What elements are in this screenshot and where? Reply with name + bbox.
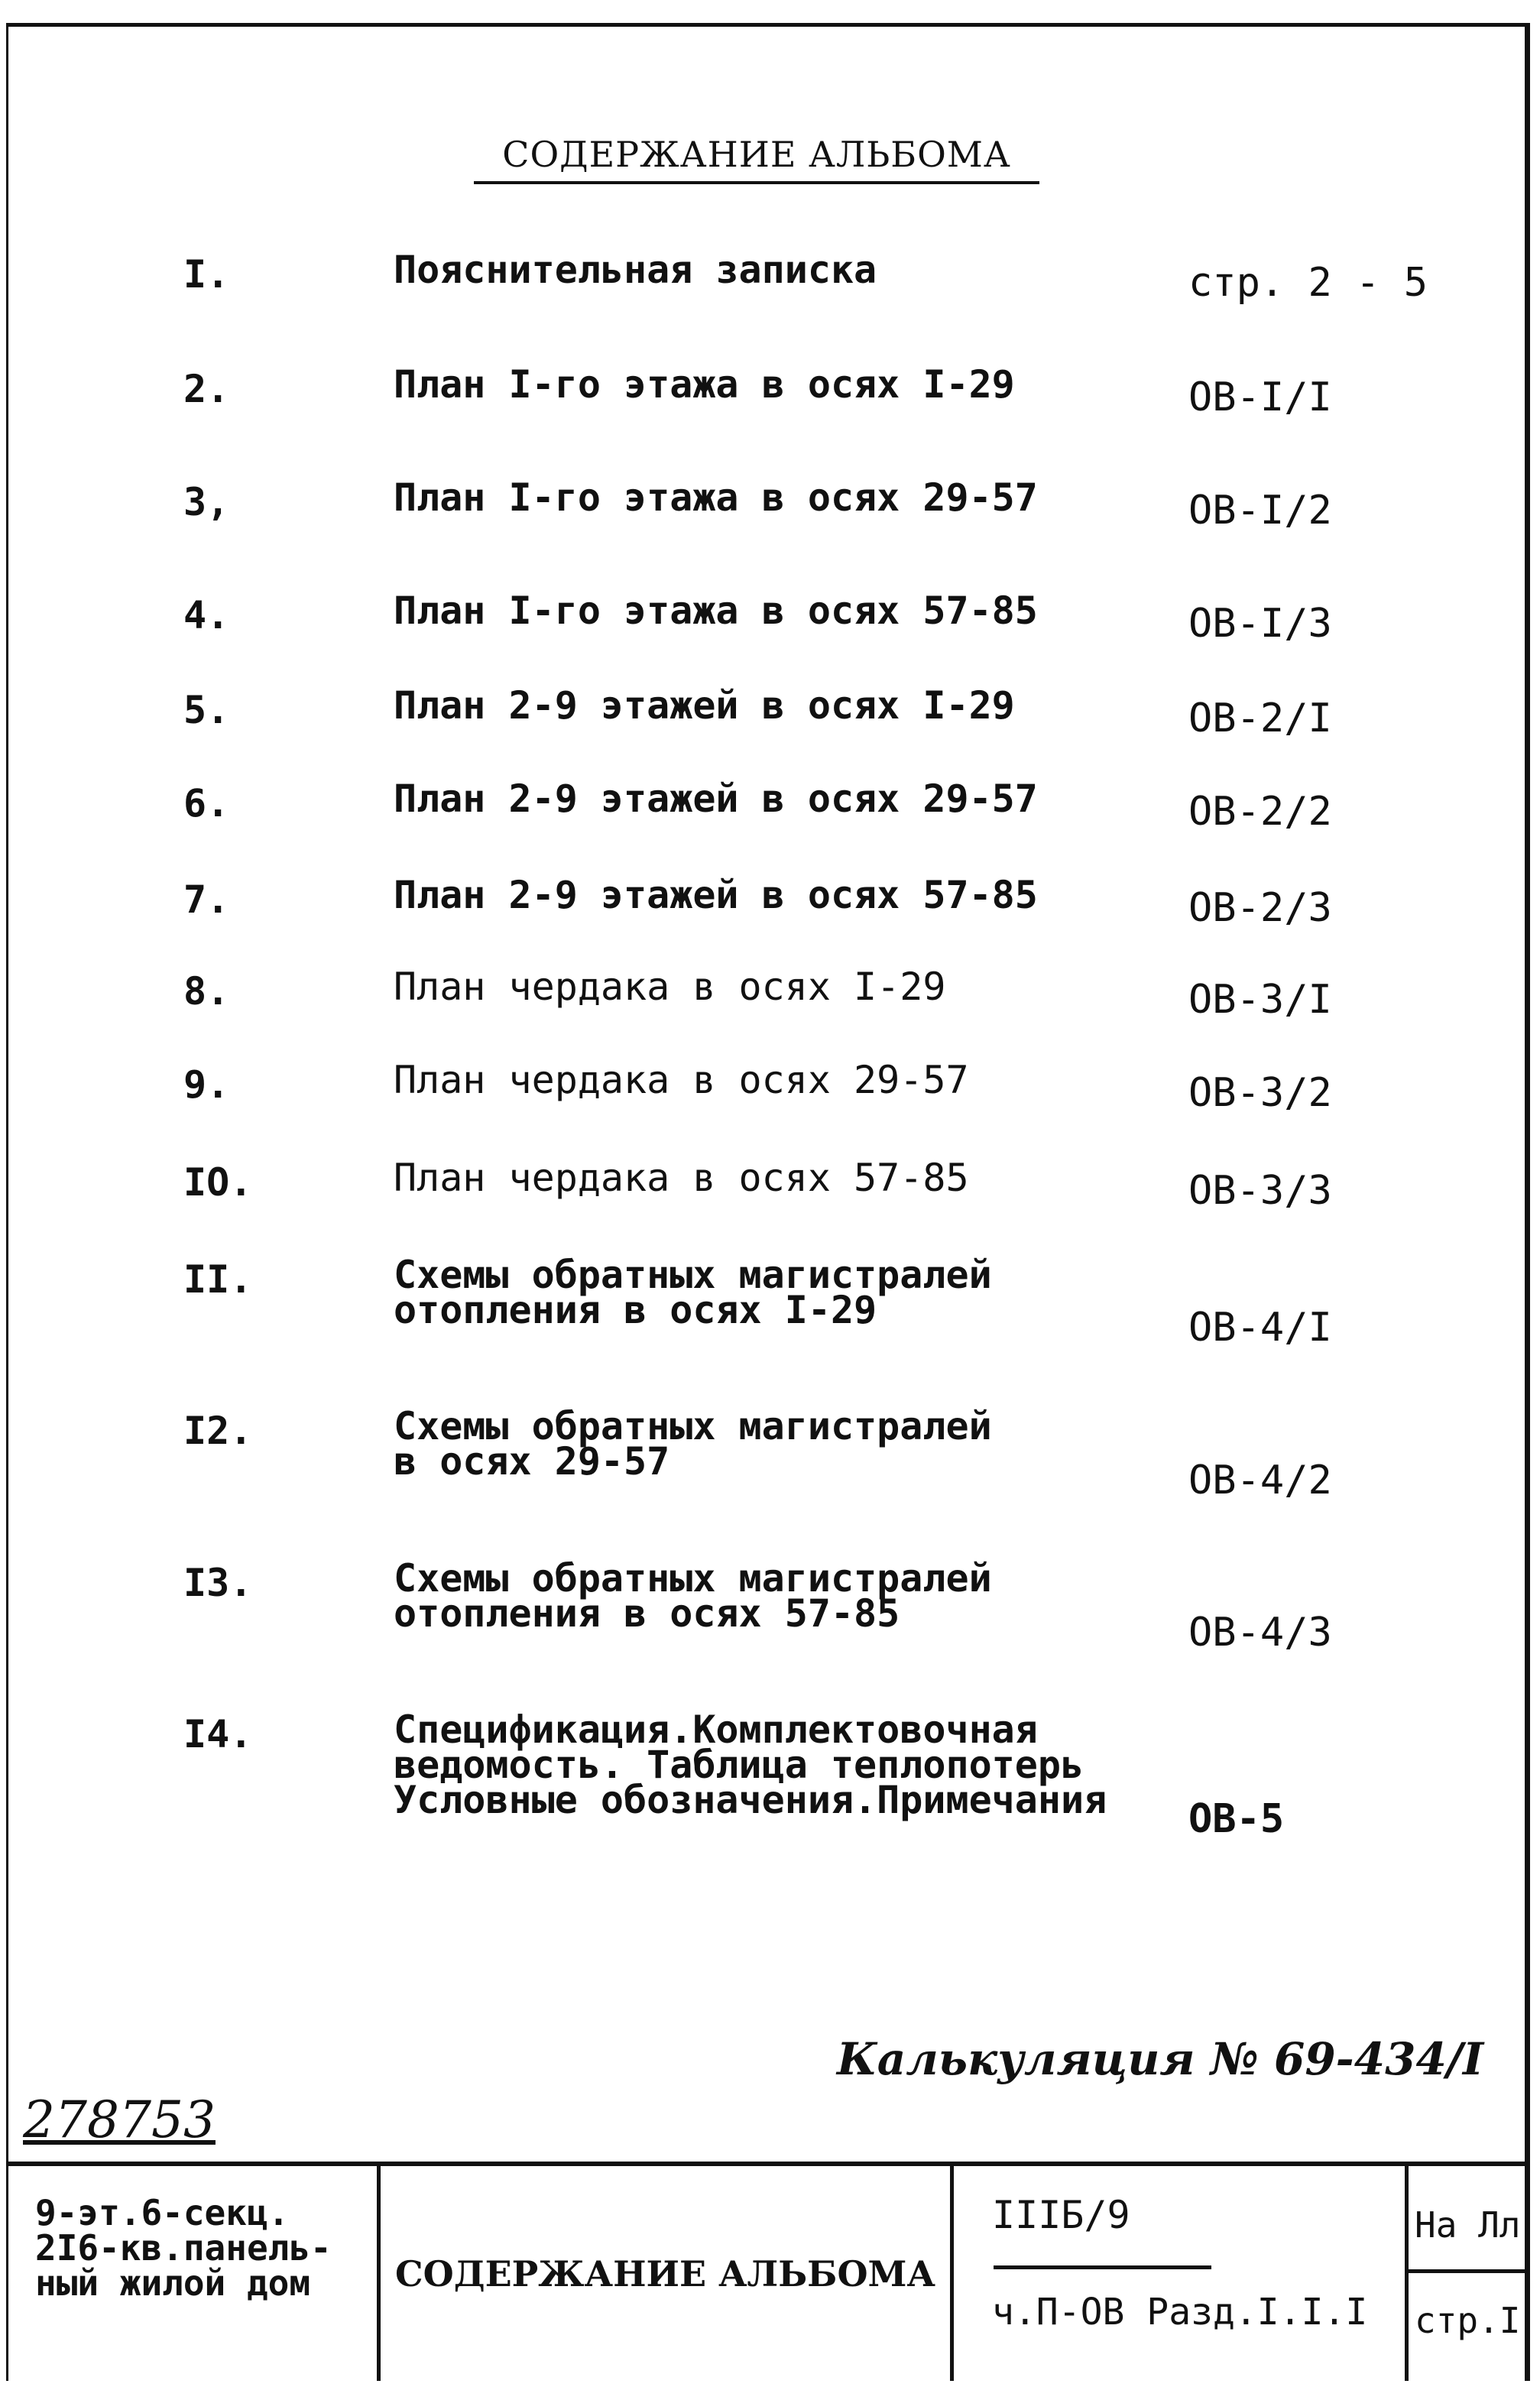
entry-code: ОВ-2/I <box>1188 696 1332 741</box>
entry-code: ОВ-4/2 <box>1188 1458 1332 1503</box>
entry-title: Схемы обратных магистралей отопления в осях 57-85 <box>394 1556 992 1636</box>
entry-title: Схемы обратных магистралей отопления в осях I-29 <box>394 1253 992 1332</box>
entry-title: План I-го этажа в осях I-29 <box>394 362 1015 407</box>
entry-title: План чердака в осях I-29 <box>394 965 946 1009</box>
entry-number: I4. <box>183 1712 253 1756</box>
entry-code: ОВ-3/2 <box>1188 1070 1332 1116</box>
entry-title: План чердака в осях 57-85 <box>394 1156 969 1200</box>
title-block-name-text: СОДЕРЖАНИЕ АЛЬБОМА <box>395 2252 935 2295</box>
title-block-description: 9-эт.6-секц. 2I6-кв.панель- ный жилой дом <box>6 2166 381 2381</box>
entry-title: План 2-9 этажей в осях 29-57 <box>394 777 1038 821</box>
entry-number: I. <box>183 252 230 297</box>
entry-code: ОВ-3/3 <box>1188 1168 1332 1214</box>
entry-number: 7. <box>183 877 230 922</box>
entry-title: Схемы обратных магистралей в осях 29-57 <box>394 1404 992 1484</box>
entry-code: ОВ-5 <box>1188 1796 1285 1842</box>
title-block-sub-code: ч.П-ОВ Разд.I.I.I <box>992 2291 1368 2333</box>
entry-code: ОВ-I/3 <box>1188 601 1332 647</box>
entry-title: План 2-9 этажей в осях 57-85 <box>394 873 1038 917</box>
title-block-sheet-count: На Лл <box>1409 2166 1530 2273</box>
entry-code: ОВ-2/3 <box>1188 885 1332 931</box>
entry-number: 6. <box>183 781 230 825</box>
entry-title: План I-го этажа в осях 29-57 <box>394 475 1038 520</box>
entry-number: I2. <box>183 1409 253 1453</box>
entry-code: стр. 2 - 5 <box>1188 260 1428 306</box>
title-block <box>6 2162 1530 2381</box>
entry-title: План 2-9 этажей в осях I-29 <box>394 683 1015 728</box>
entry-number: 4. <box>183 593 230 637</box>
entry-code: ОВ-2/2 <box>1188 789 1332 835</box>
entry-number: 3, <box>183 480 230 524</box>
entry-code: ОВ-4/I <box>1188 1305 1332 1351</box>
title-block-code-cell <box>954 2166 1409 2381</box>
entry-number: II. <box>183 1257 253 1302</box>
entry-title: План I-го этажа в осях 57-85 <box>394 589 1038 633</box>
entry-number: 8. <box>183 969 230 1014</box>
handwritten-number: 278753 <box>23 2090 216 2149</box>
entry-number: I3. <box>183 1561 253 1605</box>
document-title: СОДЕРЖАНИЕ АЛЬБОМА <box>474 134 1039 184</box>
entry-code: ОВ-I/I <box>1188 375 1332 420</box>
title-block-page: стр.I <box>1415 2300 1521 2341</box>
entry-code: ОВ-I/2 <box>1188 488 1332 534</box>
calculation-note: Калькуляция № 69-434/I <box>837 2033 1484 2085</box>
entry-number: 2. <box>183 367 230 411</box>
title-block-sheet-cell <box>1409 2166 1530 2381</box>
title-block-code: IIIБ/9 <box>992 2193 1130 2237</box>
entry-code: ОВ-3/I <box>1188 977 1332 1023</box>
title-block-name <box>381 2166 954 2381</box>
entry-number: 5. <box>183 688 230 732</box>
entry-number: 9. <box>183 1062 230 1107</box>
entry-number: IO. <box>183 1160 253 1205</box>
entry-title: План чердака в осях 29-57 <box>394 1058 969 1102</box>
title-block-code-divider <box>994 2265 1211 2269</box>
entry-code: ОВ-4/3 <box>1188 1610 1332 1656</box>
entry-title: Спецификация.Комплектовочная ведомость. Таблица теплопотерь Условные обозначения.Примечания <box>394 1708 1107 1822</box>
entry-title: Пояснительная записка <box>394 248 877 292</box>
